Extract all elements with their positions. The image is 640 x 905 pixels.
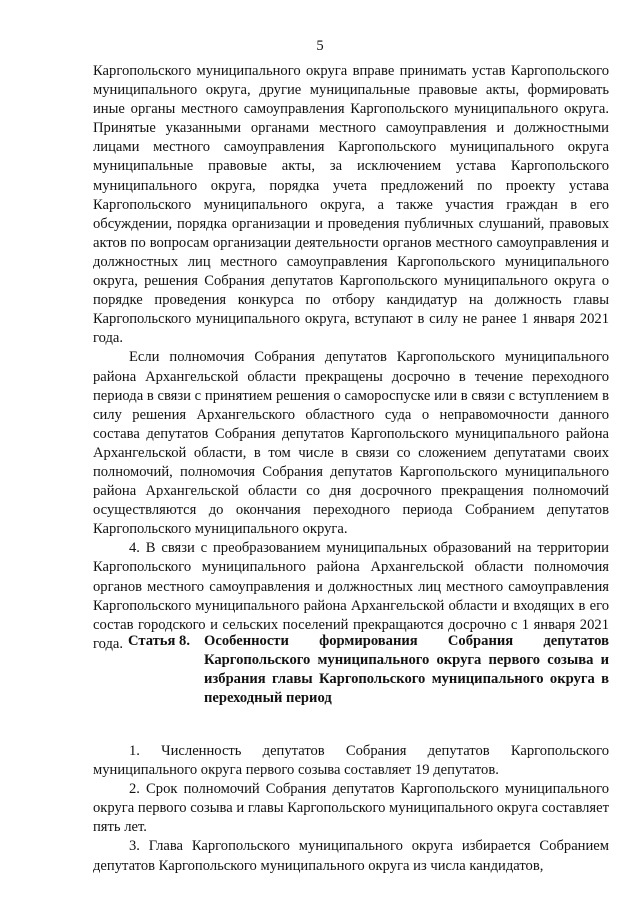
article-heading <box>128 632 609 708</box>
article-item-2: 2. Срок полномочий Собрания депутатов Каргопольского муниципального округа первого созыва и главы Каргопольского муниципального округа составляет пять лет. <box>93 781 609 836</box>
article-item-1: 1. Численность депутатов Собрания депутатов Каргопольского муниципального округа первого созыва составляет 19 депутатов. <box>93 743 609 779</box>
paragraph-continuation: Каргопольского муниципального округа вправе принимать устав Каргопольского муниципального округа, другие муниципальные правовые акты, формировать иные органы местного самоуправления Каргопольского муниципального округа. Принятые указанными органами местного самоуправления и должностными лицами местного самоуправления Каргопольского муниципального округа муниципальные правовые акты, за исключением устава Каргопольского муниципального округа, порядка учета предложений по проекту устава Каргопольского муниципального округа, а также участия граждан в его обсуждении, порядка организации и проведения публичных слушаний, правовых актов по вопросам организации деятельности органов местного самоуправления и должностных лиц местного самоуправления Каргопольского муниципального округа, решения Собрания депутатов Каргопольского муниципального округа о порядке проведения конкурса по отбору кандидатур на должность главы Каргопольского муниципального округа, вступают в силу не ранее 1 января 2021 года. <box>93 63 609 347</box>
article-title: Особенности формирования Собрания депутатов Каргопольского муниципального округа первого созыва и избрания главы Каргопольского муниципального округа в переходный период <box>204 633 609 707</box>
article-body <box>93 742 609 876</box>
paragraph-early-termination: Если полномочия Собрания депутатов Каргопольского муниципального района Архангельской области прекращены досрочно в течение переходного периода в связи с принятием решения о самороспуске или в связи с вступлением в силу решения Архангельского областного суда о неправомочности данного состава депутатов Собрания депутатов Каргопольского муниципального района Архангельской области, в том числе в связи со сложением депутатами своих полномочий, полномочия Собрания депутатов Каргопольского муниципального района Архангельской области со дня досрочного прекращения полномочий осуществляются до окончания переходного периода Собранием депутатов Каргопольского муниципального округа. <box>93 349 609 538</box>
paragraph-item-4: 4. В связи с преобразованием муниципальных образований на территории Каргопольского муниципального района Архангельской области полномочия органов местного самоуправления и должностных лиц местного самоуправления Каргопольского муниципального района Архангельской области и входящих в его состав городского и сельских поселений прекращаются досрочно с 1 января 2021 года. <box>93 540 609 652</box>
article-item-3: 3. Глава Каргопольского муниципального округа избирается Собранием депутатов Каргопольского муниципального округа из числа кандидатов, <box>93 838 609 874</box>
article-number: Статья 8. <box>128 633 190 649</box>
body-text-top <box>93 62 609 654</box>
page-number: 5 <box>316 38 324 54</box>
